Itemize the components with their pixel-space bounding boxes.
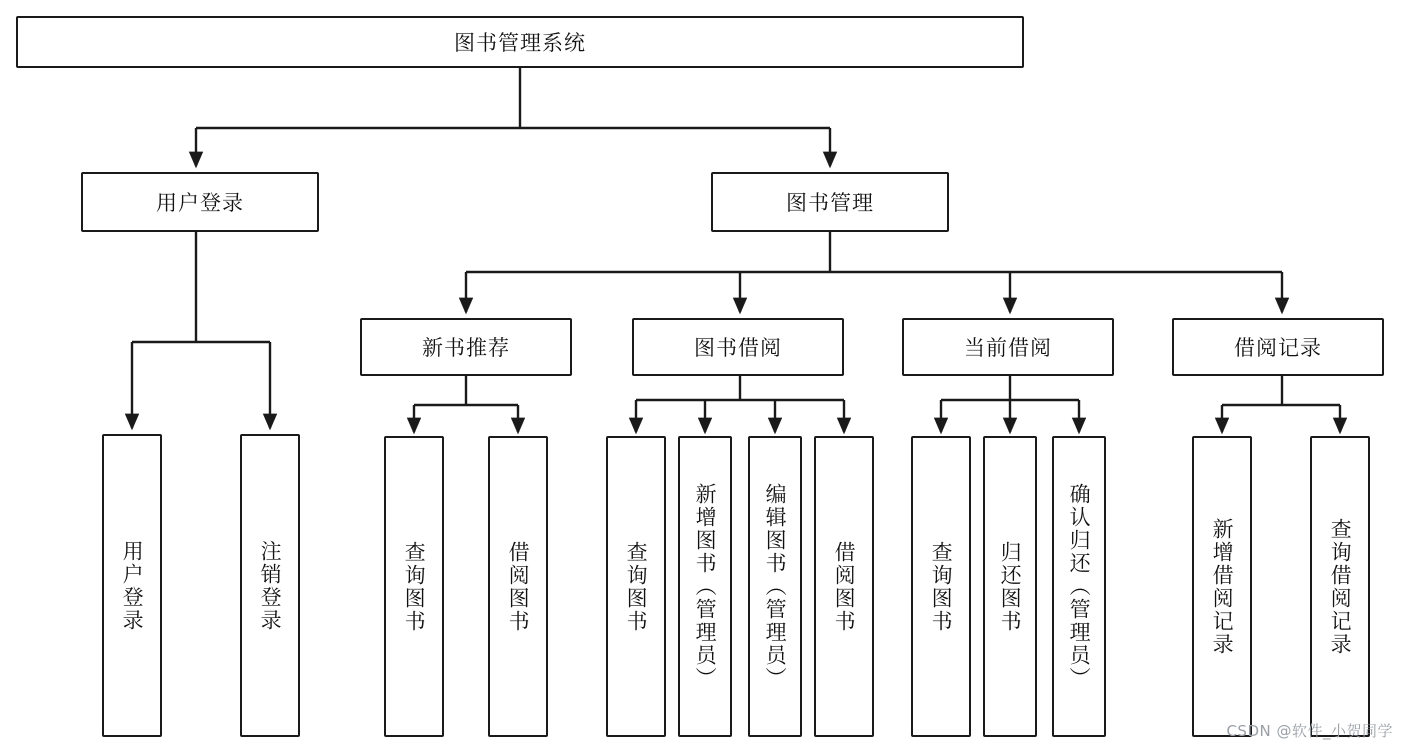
- node-book-borrow-label: 图书借阅: [694, 336, 782, 360]
- leaf-borrow-book-2[interactable]: [814, 436, 874, 737]
- leaf-add-record-label: 新增借阅记录: [1210, 517, 1235, 656]
- node-borrow-records-label: 借阅记录: [1234, 336, 1322, 360]
- node-new-book-recommend[interactable]: [360, 318, 572, 376]
- leaf-add-book-label: 新增图书（管理员）: [693, 483, 718, 690]
- leaf-add-record[interactable]: [1192, 436, 1252, 737]
- leaf-query-book-2-label: 查询图书: [624, 540, 649, 633]
- leaf-confirm-return-label: 确认归还（管理员）: [1067, 483, 1092, 690]
- node-user-login-label: 用户登录: [156, 191, 244, 215]
- leaf-query-book-2[interactable]: [606, 436, 666, 737]
- node-borrow-records[interactable]: [1172, 318, 1384, 376]
- leaf-return-book[interactable]: [983, 436, 1037, 737]
- leaf-logout[interactable]: [240, 434, 300, 737]
- node-root-label: 图书管理系统: [454, 31, 586, 55]
- leaf-query-record-label: 查询借阅记录: [1328, 517, 1353, 656]
- leaf-logout-label: 注销登录: [258, 539, 283, 632]
- node-book-management-label: 图书管理: [786, 191, 874, 215]
- node-book-borrow[interactable]: [632, 318, 844, 376]
- leaf-confirm-return[interactable]: [1052, 436, 1106, 737]
- leaf-query-record[interactable]: [1310, 436, 1370, 737]
- leaf-borrow-book-1-label: 借阅图书: [506, 540, 531, 633]
- leaf-user-login[interactable]: [102, 434, 162, 737]
- leaf-borrow-book-2-label: 借阅图书: [832, 540, 857, 633]
- leaf-query-book-3[interactable]: [911, 436, 971, 737]
- node-root[interactable]: [16, 16, 1024, 68]
- leaf-query-book-1-label: 查询图书: [402, 540, 427, 633]
- leaf-edit-book-label: 编辑图书（管理员）: [763, 483, 788, 690]
- node-new-book-recommend-label: 新书推荐: [422, 336, 510, 360]
- leaf-query-book-3-label: 查询图书: [929, 540, 954, 633]
- node-current-borrow[interactable]: [902, 318, 1114, 376]
- node-current-borrow-label: 当前借阅: [964, 336, 1052, 360]
- leaf-user-login-label: 用户登录: [120, 539, 145, 632]
- watermark: CSDN @软件_小贺同学: [1226, 722, 1393, 740]
- leaf-return-book-label: 归还图书: [998, 540, 1023, 633]
- node-book-management[interactable]: [711, 172, 949, 232]
- leaf-add-book[interactable]: [678, 436, 732, 737]
- node-user-login[interactable]: [81, 172, 319, 232]
- leaf-borrow-book-1[interactable]: [488, 436, 548, 737]
- leaf-edit-book[interactable]: [748, 436, 802, 737]
- leaf-query-book-1[interactable]: [384, 436, 444, 737]
